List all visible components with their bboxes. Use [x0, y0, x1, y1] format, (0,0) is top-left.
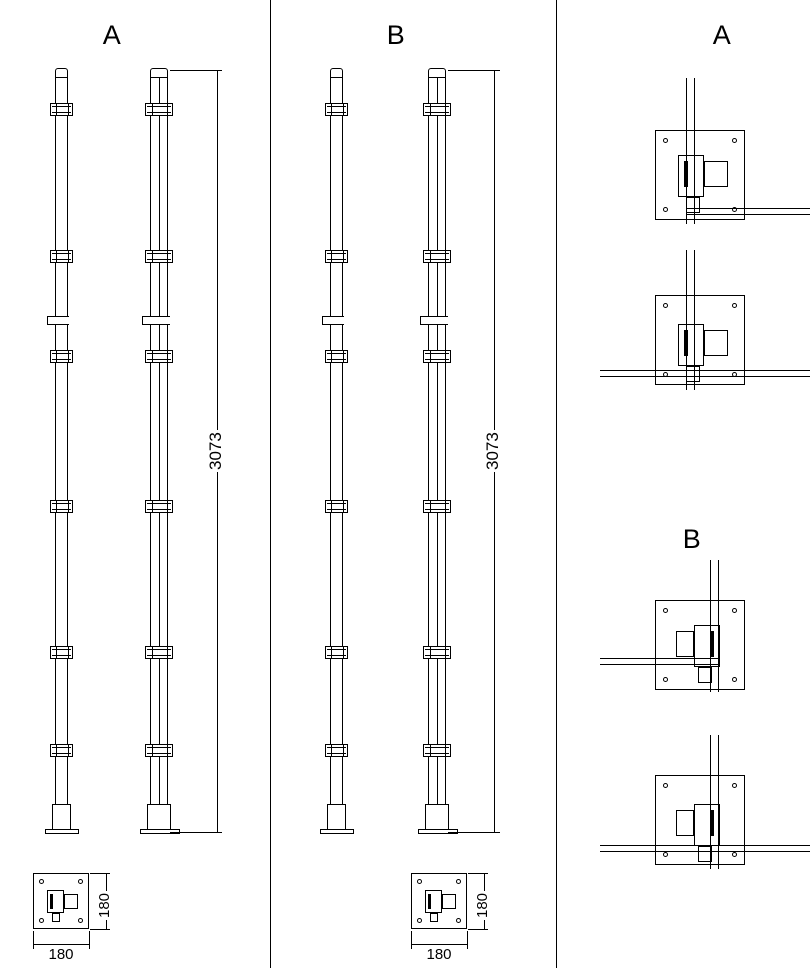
dimension-text-plan-b-height: 180 — [474, 892, 491, 918]
rail-line-detail-a-upper — [686, 208, 810, 209]
panel-divider-2 — [556, 0, 557, 968]
dimension-ext-a-bottom — [170, 832, 222, 833]
fixing-hole — [78, 879, 83, 884]
rail-clamp — [423, 744, 451, 757]
rail-clamp — [50, 103, 73, 116]
bracket-arm — [704, 161, 728, 187]
post-b-front-elevation — [320, 60, 360, 840]
rail-clamp — [325, 250, 348, 263]
bracket-arm — [64, 894, 78, 909]
dimension-text-a-height: 3073 — [206, 432, 225, 470]
fixing-hole — [663, 677, 668, 682]
rail-clamp — [325, 500, 348, 513]
fixing-hole — [663, 608, 668, 613]
fixing-hole — [732, 677, 737, 682]
post-base-sleeve — [425, 804, 449, 830]
fixing-hole — [663, 852, 668, 857]
post-line-detail-a-upper-2 — [694, 78, 695, 224]
rail-clamp — [325, 103, 348, 116]
mid-rail-bracket — [47, 316, 69, 325]
post-shaft — [55, 77, 68, 817]
bracket-arm — [676, 810, 694, 836]
fixing-hole — [417, 918, 422, 923]
fixing-hole — [39, 918, 44, 923]
post-centerline — [159, 77, 160, 817]
mid-rail-bracket — [420, 316, 448, 325]
post-centerline — [437, 77, 438, 817]
rail-clamp — [50, 250, 73, 263]
panel-divider-1 — [270, 0, 271, 968]
post-a-side-elevation — [140, 60, 186, 840]
fixing-hole — [663, 303, 668, 308]
rail-clamp — [145, 250, 173, 263]
rail-line-detail-a-upper-2 — [686, 214, 810, 215]
rail-line-detail-b-upper-2 — [600, 664, 718, 665]
rail-line-detail-a-lower — [600, 370, 810, 371]
rail-clamp — [325, 646, 348, 659]
dimension-text-plan-a-height: 180 — [96, 892, 113, 918]
rail-clamp — [145, 500, 173, 513]
mid-rail-bracket — [322, 316, 344, 325]
dimension-ext-b-top — [448, 70, 500, 71]
bracket-body — [694, 625, 720, 667]
panel-b-title: B — [386, 20, 406, 50]
post-base-sleeve — [147, 804, 171, 830]
fixing-hole — [663, 207, 668, 212]
rail-clamp — [50, 500, 73, 513]
fixing-hole — [456, 879, 461, 884]
dimension-ext-plan-a-right — [89, 931, 90, 949]
fixing-hole — [417, 879, 422, 884]
post-line-detail-b-upper-2 — [718, 560, 719, 692]
bracket-bolt — [50, 894, 53, 909]
fixing-hole — [39, 879, 44, 884]
plan-view-b — [411, 873, 467, 929]
bracket-foot — [52, 913, 60, 922]
post-line-detail-a-upper — [686, 78, 687, 224]
fixing-hole — [732, 303, 737, 308]
post-line-detail-a-lower-2 — [694, 250, 695, 390]
dimension-text-plan-a-width: 180 — [48, 946, 74, 963]
rail-clamp — [423, 103, 451, 116]
dimension-text-b-height: 3073 — [483, 432, 502, 470]
rail-clamp — [145, 744, 173, 757]
plan-view-a — [33, 873, 89, 929]
post-base-plate — [45, 829, 79, 834]
post-line-detail-b-upper — [710, 560, 711, 692]
bracket-foot — [430, 913, 438, 922]
bracket-body — [678, 324, 704, 366]
rail-clamp — [145, 350, 173, 363]
post-b-side-elevation — [418, 60, 464, 840]
fixing-hole — [663, 783, 668, 788]
dimension-ext-plan-b-right — [467, 931, 468, 949]
fixing-hole — [78, 918, 83, 923]
rail-clamp — [423, 250, 451, 263]
detail-b-upper-plate — [655, 600, 745, 690]
panel-a-title: A — [102, 20, 122, 50]
fixing-hole — [732, 138, 737, 143]
fixing-hole — [732, 608, 737, 613]
post-a-front-elevation — [45, 60, 85, 840]
dimension-text-plan-b-width: 180 — [426, 946, 452, 963]
mid-rail-bracket — [142, 316, 170, 325]
bracket-foot — [686, 197, 700, 213]
dimension-ext-a-top — [170, 70, 222, 71]
bracket-arm — [676, 631, 694, 657]
rail-line-detail-b-lower — [600, 845, 810, 846]
post-base-sleeve — [52, 804, 71, 830]
bracket-arm — [442, 894, 456, 909]
rail-clamp — [325, 744, 348, 757]
bracket-bolt — [428, 894, 431, 909]
detail-a-upper-plate — [655, 130, 745, 220]
rail-line-detail-b-lower-2 — [600, 851, 810, 852]
dimension-line-plan-a-width — [33, 944, 89, 945]
post-base-plate — [320, 829, 354, 834]
fixing-hole — [663, 138, 668, 143]
dimension-ext-plan-a-top — [90, 873, 110, 874]
fixing-hole — [732, 852, 737, 857]
detail-a-lower-plate — [655, 295, 745, 385]
bracket-body — [694, 804, 720, 846]
post-base-sleeve — [327, 804, 346, 830]
dimension-ext-b-bottom — [448, 832, 500, 833]
rail-clamp — [50, 350, 73, 363]
rail-clamp — [423, 350, 451, 363]
rail-line-detail-a-lower-2 — [600, 376, 810, 377]
bracket-foot — [686, 366, 700, 382]
post-line-detail-a-lower — [686, 250, 687, 390]
rail-clamp — [145, 646, 173, 659]
rail-line-detail-b-upper — [600, 658, 718, 659]
rail-clamp — [50, 646, 73, 659]
bracket-arm — [704, 330, 728, 356]
dimension-ext-plan-a-bottom — [90, 929, 110, 930]
rail-clamp — [145, 103, 173, 116]
rail-clamp — [325, 350, 348, 363]
detail-a-title: A — [712, 20, 732, 50]
bracket-body — [678, 155, 704, 197]
dimension-ext-plan-b-top — [468, 873, 488, 874]
fixing-hole — [732, 783, 737, 788]
fixing-hole — [456, 918, 461, 923]
rail-clamp — [50, 744, 73, 757]
rail-clamp — [423, 646, 451, 659]
post-shaft — [330, 77, 343, 817]
post-line-detail-b-lower — [710, 735, 711, 869]
post-line-detail-b-lower-2 — [718, 735, 719, 869]
detail-b-title: B — [682, 524, 702, 554]
rail-clamp — [423, 500, 451, 513]
dimension-ext-plan-b-bottom — [468, 929, 488, 930]
dimension-line-plan-b-width — [411, 944, 467, 945]
